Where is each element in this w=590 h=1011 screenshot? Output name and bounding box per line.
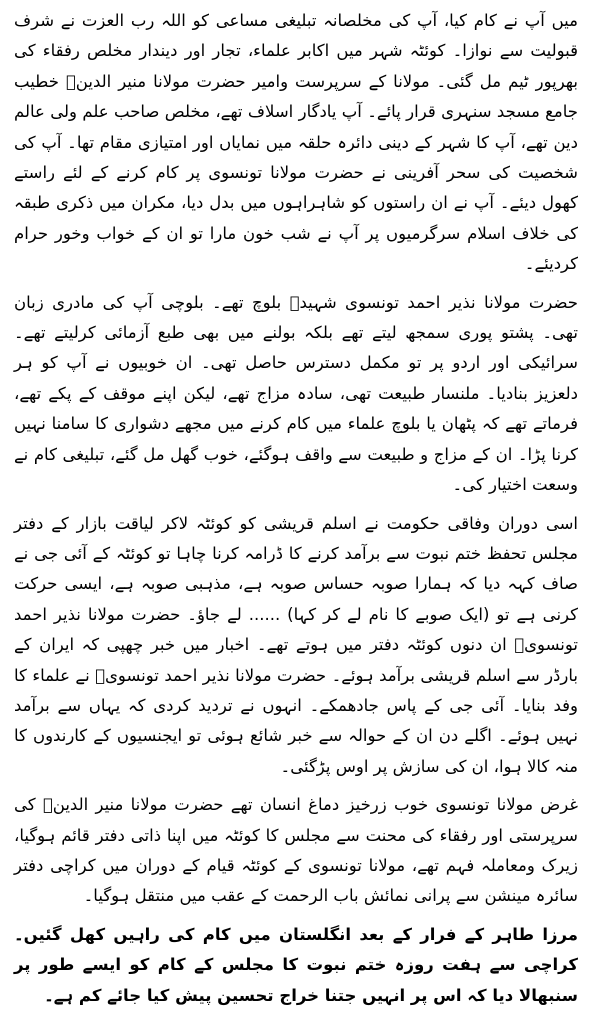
paragraph-languages: حضرت مولانا نذیر احمد تونسوی شہیدؒ بلوچ تھے۔ بلوچی آپ کی مادری زبان تھی۔ پشتو پوری سمجھ لیتے تھے بلکہ بولنے میں بھی طبع آزمائی کرلیتے تھے۔ سرائیکی اور اردو پر تو مکمل دسترس حاصل تھی۔ ان خوبیوں نے آپ کو ہر دلعزیز بنادیا۔ ملنسار طبیعت تھی، سادہ مزاج تھے، لیکن اپنے موقف کے پکے تھے، فرماتے تھے کہ پٹھان یا بلوچ علماء میں کام کرنے میں مجھے دشواری کا سامنا نہیں کرنا پڑا۔ ان کے مزاج و طبیعت سے واقف ہوگئے، خوب گھل مل گئے، تبلیغی کام نے وسعت اختیار کی۔ xyxy=(14,292,578,495)
paragraph-quetta-office: غرض مولانا تونسوی خوب زرخیز دماغ انسان تھے حضرت مولانا منیر الدینؒ کی سرپرستی اور رفقاء کی محنت سے مجلس کا کوئٹہ میں اپنا ذاتی دفتر قائم ہوگیا، زیرک ومعاملہ فہم تھے، مولانا تونسوی کے کوئٹہ قیام کے دوران میں کراچی دفتر سائرہ مینشن سے پرانی نمائش باب الرحمت کے عقب میں منتقل ہوگیا۔ xyxy=(14,795,578,906)
paragraph-england-work: مرزا طاہر کے فرار کے بعد انگلستان میں کام کی راہیں کھل گئیں۔ کراچی سے ہفت روزہ ختم نبوت کا مجلس کے کام کو ایسے طور پر سنبھالا دیا کہ اس پر انہیں جتنا خراج تحسین پیش کیا جائے کم ہے۔ xyxy=(14,924,578,1005)
paragraph-quetta-work: میں آپ نے کام کیا، آپ کی مخلصانہ تبلیغی مساعی کو اللہ رب العزت نے شرف قبولیت سے نوازا۔ کوئٹہ شہر میں اکابر علماء، تجار اور دیندار مخلص رفقاء کی بھرپور ٹیم مل گئی۔ مولانا کے سرپرست وامیر حضرت مولانا منیر الدینؒ خطیب جامع مسجد سنہری قرار پائے۔ آپ یادگار اسلاف تھے، مخلص صاحب علم ولی عالم دین تھے، آپ کا شہر کے دینی دائرہ حلقہ میں نمایاں اور امتیازی مقام تھا۔ آپ کی شخصیت کی سحر آفرینی نے حضرت مولانا تونسوی پر کام کرنے کے لئے راستے کھول دیئے۔ آپ نے ان راستوں کو شاہراہوں میں بدل دیا، مکران میں ذکری طبقہ کی خلاف اسلام سرگرمیوں پر آپ نے شب خون مارا تو ان کے خواب وخور حرام کردیئے۔ xyxy=(14,11,578,274)
paragraph-aslam-qureshi: اسی دوران وفاقی حکومت نے اسلم قریشی کو کوئٹہ لاکر لیاقت بازار کے دفتر مجلس تحفظ ختم نبوت سے برآمد کرنے کا ڈرامہ کرنا چاہا تو کوئٹہ کے آئی جی نے صاف کہہ دیا کہ ہمارا صوبہ حساس صوبہ ہے، مذہبی صوبہ ہے، ایسی حرکت کرنی ہے تو (ایک صوبے کا نام لے کر کہا) ...... لے جاؤ۔ حضرت مولانا نذیر احمد تونسویؒ ان دنوں کوئٹہ دفتر میں ہوتے تھے۔ اخبار میں خبر چھپی کہ ایران کے بارڈر سے اسلم قریشی برآمد ہوئے۔ حضرت مولانا نذیر احمد تونسویؒ نے علماء کا وفد بنایا۔ آئی جی کے پاس جادھمکے۔ انہوں نے تردید کردی کہ یہاں سے برآمد نہیں ہوئے۔ اگلے دن ان کے حوالہ سے خبر شائع ہوئی تو ایجنسیوں کے کارندوں کا منہ کالا ہوا، ان کی سازش پر اوس پڑگئی۔ xyxy=(14,513,578,776)
